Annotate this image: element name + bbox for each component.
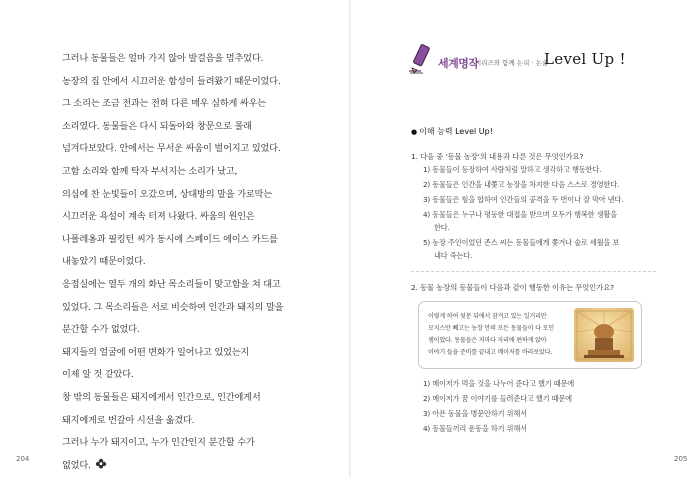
story-line: 돼지에게로 번갈아 시선을 옮겼다.	[62, 414, 195, 426]
q2-option: 3) 아픈 동물을 병문안하기 위해서	[423, 409, 527, 418]
story-line: 의심에 찬 눈빛들이 오갔으며, 상대방의 말을 가로막는	[62, 188, 272, 200]
passage-line: 모지스만 빼고는 농장 안의 모든 동물들이 다 모인	[428, 325, 554, 332]
passage-line: 셈이었다. 동물들은 저마다 자리에 편하게 앉아	[428, 337, 547, 344]
page-number-right: 205	[674, 455, 688, 463]
series-subtitle: 시리즈와 함께 논리 · 논술	[475, 59, 549, 67]
q1-option-continued: 한다.	[434, 223, 450, 232]
major-pig-illustration	[574, 308, 634, 362]
story-line: 그러나 누가 돼지이고, 누가 인간인지 분간할 수가	[62, 437, 255, 449]
series-header	[408, 44, 648, 78]
story-line: 그 소리는 조금 전과는 전혀 다른 매우 심하게 싸우는	[62, 98, 266, 110]
story-line: 농장의 집 안에서 시끄러운 함성이 들려왔기 때문이었다.	[62, 75, 281, 87]
series-mark: 세계명작	[438, 57, 479, 70]
story-line: 소리였다. 동물들은 다시 되돌아와 창문으로 몰래	[62, 120, 252, 132]
story-line: 고함 소리와 함께 탁자 부서지는 소리가 났고,	[62, 165, 238, 177]
page-number-left: 204	[16, 455, 30, 463]
level-up-title: Level Up !	[544, 50, 626, 68]
q1-option: 3) 동물들은 힘을 합하여 인간들의 공격을 두 번이나 잘 막아 낸다.	[423, 195, 624, 204]
bullet-icon: ●	[411, 128, 418, 136]
q2-option: 2) 메이저가 꿈 이야기를 들려준다고 했기 때문에	[423, 394, 572, 403]
passage-text	[428, 311, 568, 359]
q1-option: 2) 동물들은 인간을 내쫓고 농장을 차지한 다음 스스로 경영한다.	[423, 180, 620, 189]
story-line: 그러나 동물들은 얼마 가지 않아 발걸음을 멈추었다.	[62, 53, 264, 64]
passage-line: 이야기 들을 준비를 끝내고 메이저를 바라보았다.	[428, 349, 553, 356]
section-title: 이해 능력 Level Up!	[419, 127, 493, 136]
story-line: 나폴레옹과 필킹턴 씨가 동시에 스페이드 에이스 카드를	[62, 233, 278, 245]
story-line: 내놓았기 때문이었다.	[62, 256, 146, 268]
q2-option: 4) 동물들끼리 운동을 하기 위해서	[423, 424, 527, 433]
question-divider	[411, 271, 656, 272]
q1-option: 5) 농장 주인이었던 존스 씨는 동물들에게 쫓겨나 술로 세월을 보	[423, 238, 620, 247]
q1-option: 1) 동물들이 등장하여 사람처럼 말하고 생각하고 행동한다.	[423, 165, 602, 174]
question-1: 1. 다음 중 ‘동물 농장’의 내용과 다른 것은 무엇인가요?	[411, 152, 584, 161]
story-line-last	[62, 455, 332, 477]
passage-box	[418, 301, 642, 369]
q1-option: 4) 동물들은 누구나 평등한 대접을 받으며 모두가 행복한 생활을	[423, 210, 617, 219]
story-line: 응접실에는 열두 개의 화난 목소리들이 맞고함을 쳐 대고	[62, 278, 281, 290]
passage-line: 이렇게 하여 뒷문 뒤에서 잠겨고 있는 일거리만	[428, 313, 547, 320]
left-page-text	[62, 48, 332, 477]
story-line: 있었다. 그 목소리들은 서로 비슷하여 인간과 돼지의 말을	[62, 301, 284, 313]
page-gutter	[349, 0, 351, 477]
story-line: 이제 알 것 같았다.	[62, 369, 134, 381]
question-2: 2. 동물 농장의 동물들이 다음과 같이 행동한 이유는 무엇인가요?	[411, 283, 614, 292]
story-line: 넘겨다보았다. 안에서는 무서운 싸움이 벌어지고 있었다.	[62, 143, 281, 155]
section-title-row	[411, 126, 493, 137]
story-line: 분간할 수가 없었다.	[62, 324, 140, 336]
q2-option: 1) 메이저가 먹을 것을 나누어 준다고 했기 때문에	[423, 379, 575, 388]
story-line: 돼지들의 얼굴에 어떤 변화가 일어나고 있었는지	[62, 346, 250, 358]
q1-option-continued: 내다 죽는다.	[434, 251, 473, 260]
story-line-text: 없었다.	[62, 459, 91, 471]
flower-icon	[95, 458, 107, 470]
pencil-icon	[408, 44, 434, 74]
story-line: 창 밖의 동물들은 돼지에게서 인간으로, 인간에게서	[62, 391, 261, 403]
story-line: 시끄러운 욕설이 계속 터져 나왔다. 싸움의 원인은	[62, 211, 255, 223]
